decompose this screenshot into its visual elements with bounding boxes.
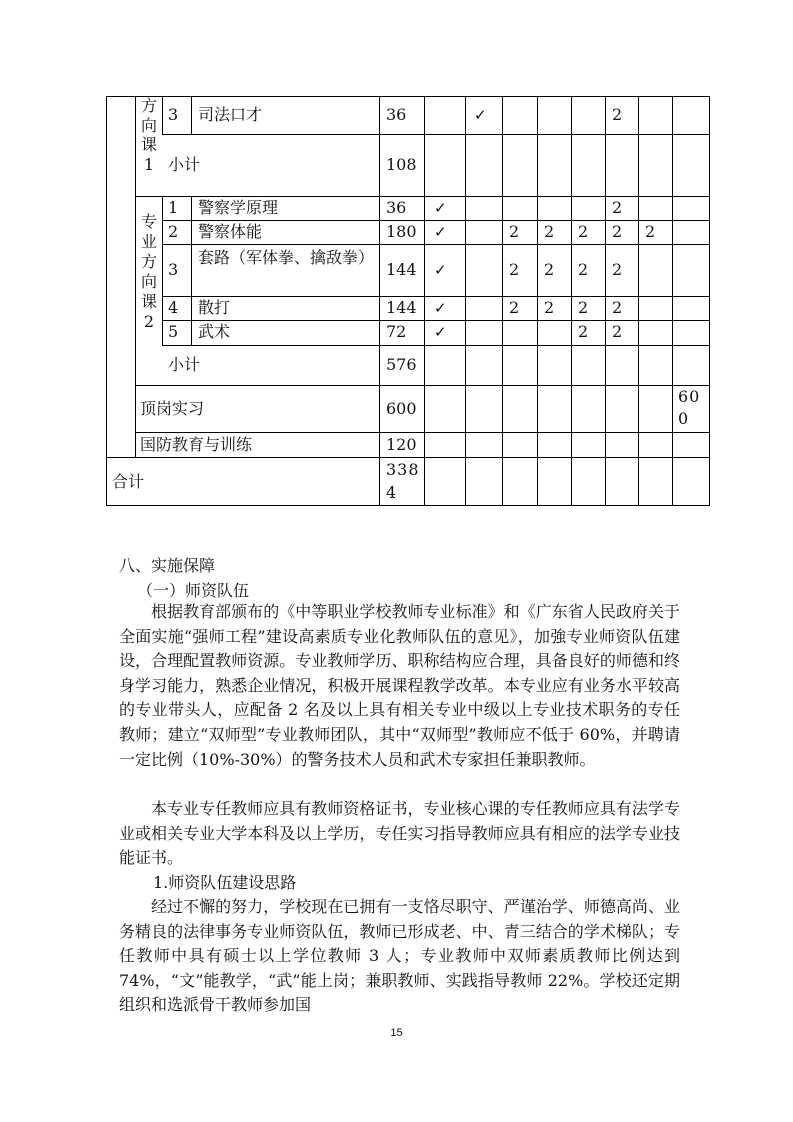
term-value: 2 — [612, 322, 623, 341]
term-value: 2 — [578, 322, 589, 341]
check-mark: ✓ — [434, 223, 447, 241]
course-name: 散打 — [198, 298, 231, 317]
check-mark: ✓ — [434, 323, 447, 341]
internship-term-value: 600 — [678, 387, 701, 428]
section-title: 八、实施保障 — [119, 556, 216, 575]
subtotal-hours: 576 — [386, 355, 417, 374]
course-name: 司法口才 — [198, 105, 263, 124]
internship-hours: 600 — [386, 399, 417, 418]
subheading: 1.师资队伍建设思路 — [153, 873, 297, 892]
term-value: 2 — [578, 260, 589, 279]
paragraph: 经过不懈的努力，学校现在已拥有一支恪尽职守、严谨治学、师德高尚、业务精良的法律事务专业师资队伍，教师已形成老、中、青三结合的学术梯队；专任教师中具有硕士以上学位教师 3 人；专业教师中双师素质教师比例达到 74%，“文”能教学，“武”能上岗；兼职教师、实践指导教师 22%。学校还定期组织和选派骨干教师参加国 — [119, 897, 680, 1015]
course-hours: 144 — [386, 298, 417, 317]
course-name: 警察体能 — [198, 222, 263, 241]
page-number: 15 — [390, 1027, 403, 1039]
course-hours: 180 — [386, 222, 417, 241]
group1-label: 方 向 课 1 — [140, 96, 157, 174]
course-hours: 144 — [386, 260, 417, 279]
course-number: 4 — [168, 298, 179, 317]
subtotal-hours: 108 — [386, 155, 417, 174]
term-value: 2 — [544, 298, 555, 317]
term-value: 2 — [544, 222, 555, 241]
term-value: 2 — [612, 105, 623, 124]
course-number: 1 — [168, 198, 179, 217]
check-mark: ✓ — [474, 106, 487, 124]
course-number: 3 — [168, 260, 179, 279]
check-mark: ✓ — [434, 261, 447, 279]
course-number: 2 — [168, 222, 179, 241]
check-mark: ✓ — [434, 299, 447, 317]
course-hours: 72 — [386, 322, 407, 341]
subtotal-label: 小计 — [168, 355, 201, 374]
total-label: 合计 — [112, 472, 145, 491]
term-value: 2 — [509, 222, 520, 241]
course-name: 套路（军体拳、擒敌拳） — [198, 248, 375, 267]
term-value: 2 — [612, 198, 623, 217]
paragraph: 根据教育部颁布的《中等职业学校教师专业标准》和《广东省人民政府关于全面实施“强师工程”建设高素质专业化教师队伍的意见》，加強专业师资队伍建设，合理配置教师资源。专业教师学历、职称结构应合理，具备良好的师德和终身学习能力，熟悉企业情况，积极开展课程教学改革。本专业应有业务水平较高的专业带头人，应配备 2 名及以上具有相关专业中级以上专业技术职务的专任教师；建立“双师型”专业教师团队，其中“双师型”教师应不低于 60%，并聘请一定比例（10%-30%）的警务技术人员和武术专家担任兼职教师。 — [119, 602, 680, 769]
term-value: 2 — [509, 298, 520, 317]
total-hours: 3384 — [386, 460, 420, 502]
term-value: 2 — [509, 260, 520, 279]
term-value: 2 — [612, 222, 623, 241]
term-value: 2 — [645, 222, 656, 241]
term-value: 2 — [612, 298, 623, 317]
paragraph: 本专业专任教师应具有教师资格证书，专业核心课的专任教师应具有法学专业或相关专业大学本科及以上学历，专任实习指导教师应具有相应的法学专业技能证书。 — [119, 799, 680, 868]
course-hours: 36 — [386, 105, 407, 124]
defense-hours: 120 — [386, 435, 417, 454]
check-mark: ✓ — [434, 199, 447, 217]
term-value: 2 — [578, 298, 589, 317]
course-name: 武术 — [198, 322, 231, 341]
internship-label: 顶岗实习 — [140, 399, 205, 418]
course-hours: 36 — [386, 198, 407, 217]
subsection-title: （一）师资队伍 — [137, 581, 250, 600]
term-value: 2 — [612, 260, 623, 279]
course-number: 3 — [168, 105, 179, 124]
course-name: 警察学原理 — [198, 198, 279, 217]
term-value: 2 — [544, 260, 555, 279]
course-number: 5 — [168, 322, 179, 341]
group2-label: 专 业 方 向 课 2 — [140, 212, 157, 331]
term-value: 2 — [578, 222, 589, 241]
subtotal-label: 小计 — [168, 155, 201, 174]
defense-label: 国防教育与训练 — [140, 435, 253, 454]
